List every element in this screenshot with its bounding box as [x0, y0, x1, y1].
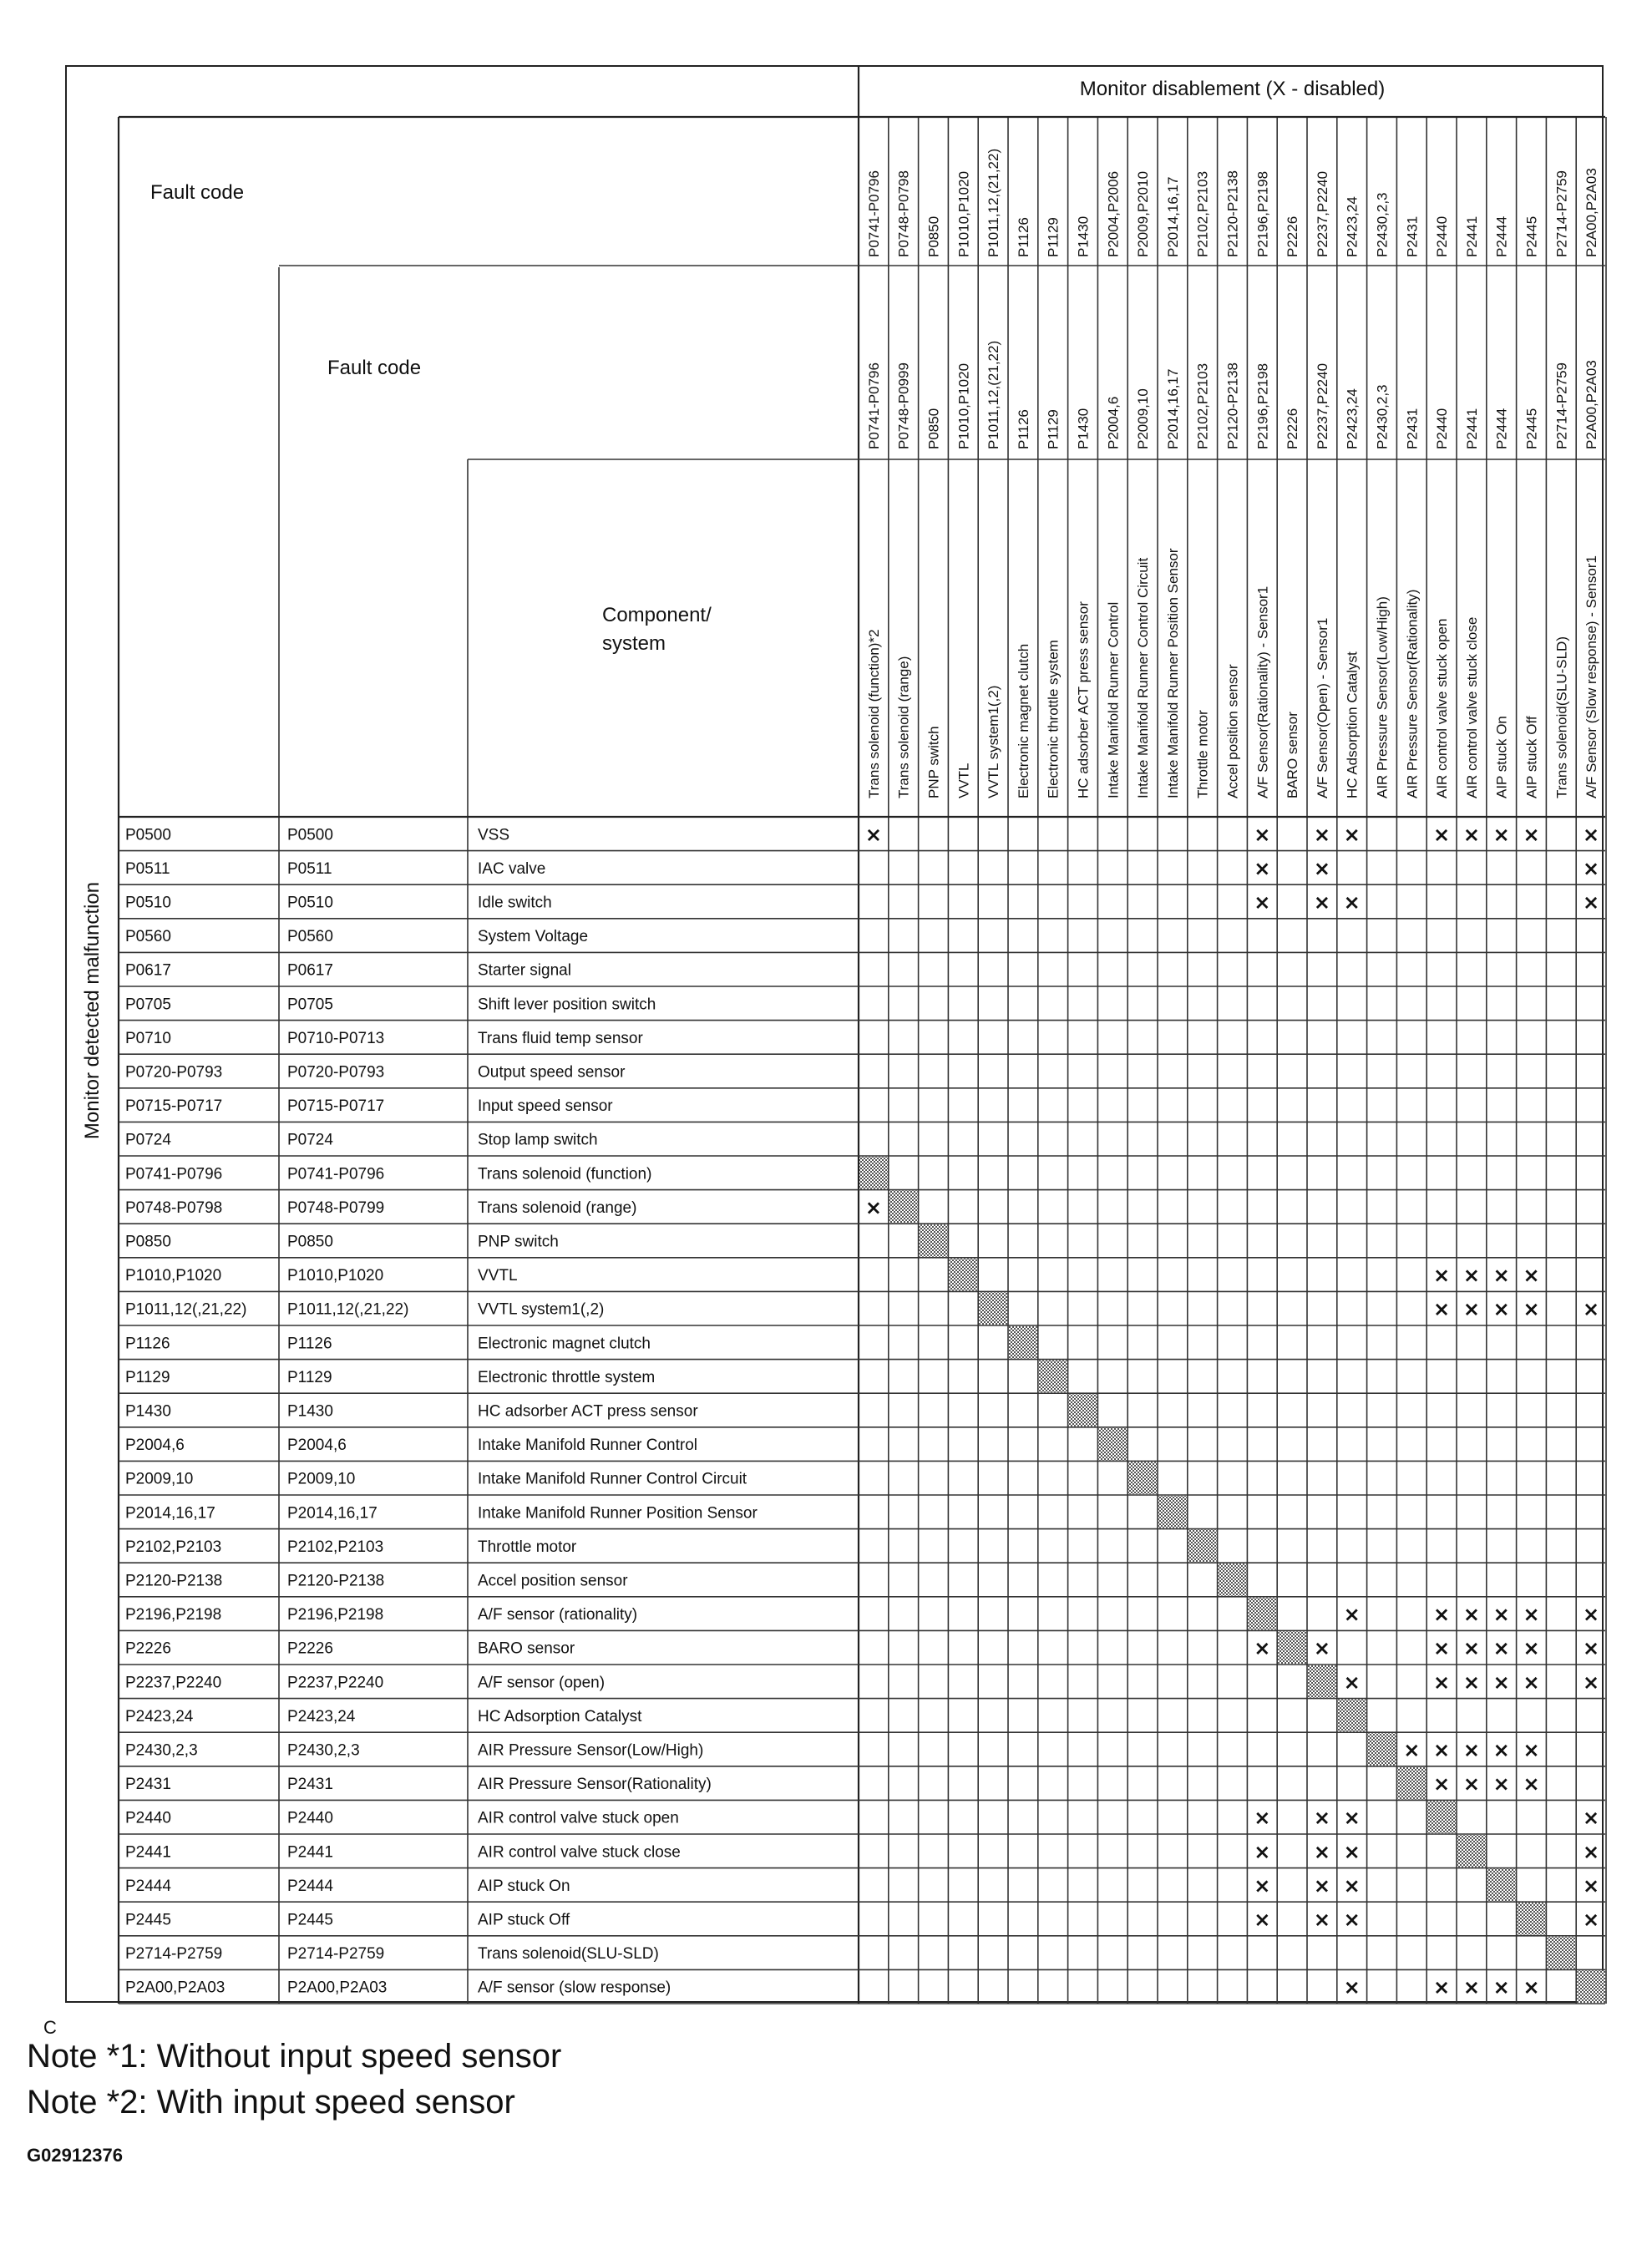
- self-cell-shade: [1098, 1428, 1127, 1461]
- disabled-x-mark: ×: [1313, 1873, 1330, 1898]
- disabled-x-mark: ×: [1254, 1636, 1271, 1660]
- disabled-x-mark: ×: [1313, 1806, 1330, 1830]
- row-code1: P2430,2,3: [125, 1741, 198, 1760]
- row-code1: P0720-P0793: [125, 1063, 223, 1082]
- row-system: Input speed sensor: [478, 1097, 613, 1116]
- row-code1: P0500: [125, 826, 171, 844]
- row-code2: P0724: [287, 1131, 333, 1149]
- disabled-x-mark: ×: [1433, 1738, 1451, 1762]
- row-code1: P0715-P0717: [125, 1097, 223, 1116]
- column-code1: P1010,P1020: [955, 170, 972, 257]
- row-code2: P1430: [287, 1402, 333, 1421]
- column-system: AIP stuck Off: [1523, 716, 1540, 798]
- disabled-x-mark: ×: [1462, 1297, 1480, 1321]
- column-system: Throttle motor: [1194, 710, 1211, 798]
- column-code1: P2714-P2759: [1553, 170, 1570, 257]
- disabled-x-mark: ×: [1462, 823, 1480, 847]
- column-system: AIR control valve stuck close: [1463, 616, 1480, 798]
- disabled-x-mark: ×: [1313, 1840, 1330, 1864]
- row-code1: P2444: [125, 1877, 171, 1895]
- row-system: Throttle motor: [478, 1538, 577, 1556]
- self-cell-shade: [1577, 1970, 1605, 2003]
- row-system: A/F sensor (open): [478, 1674, 606, 1692]
- row-system: PNP switch: [478, 1233, 559, 1251]
- self-cell-shade: [1397, 1767, 1426, 1800]
- row-code2: P0715-P0717: [287, 1097, 385, 1116]
- disabled-x-mark: ×: [864, 823, 882, 847]
- disabled-x-mark: ×: [1492, 1603, 1510, 1627]
- disabled-x-mark: ×: [1583, 856, 1600, 880]
- self-cell-shade: [1338, 1700, 1366, 1732]
- column-code1: P2009,P2010: [1135, 170, 1152, 257]
- row-code2: P2009,10: [287, 1470, 356, 1488]
- row-code1: P2226: [125, 1639, 171, 1658]
- column-system: AIR Pressure Sensor(Low/High): [1374, 596, 1391, 798]
- disabled-x-mark: ×: [1313, 1636, 1330, 1660]
- row-system: AIR Pressure Sensor(Low/High): [478, 1741, 704, 1760]
- row-code2: P2444: [287, 1877, 333, 1895]
- column-system: Intake Manifold Runner Control: [1105, 601, 1122, 798]
- column-system: A/F Sensor(Open) - Sensor1: [1314, 617, 1330, 798]
- row-code2: P2445: [287, 1911, 333, 1929]
- disabled-x-mark: ×: [1583, 1670, 1600, 1695]
- column-code1: P1126: [1015, 217, 1031, 257]
- column-code2: P2440: [1434, 408, 1451, 449]
- disabled-x-mark: ×: [1254, 1840, 1271, 1864]
- diagram-letter: C: [43, 2017, 57, 2038]
- row-system: AIR Pressure Sensor(Rationality): [478, 1776, 712, 1794]
- disabled-x-mark: ×: [1254, 890, 1271, 915]
- self-cell-shade: [1518, 1903, 1546, 1935]
- row-system: AIR control valve stuck close: [478, 1843, 681, 1862]
- column-system: Electronic throttle system: [1045, 640, 1062, 798]
- row-system: AIP stuck Off: [478, 1911, 570, 1929]
- column-code1: P2196,P2198: [1254, 170, 1271, 257]
- row-code1: P0741-P0796: [125, 1165, 223, 1183]
- disabled-x-mark: ×: [1343, 1806, 1361, 1830]
- column-system: Trans solenoid (range): [895, 656, 912, 798]
- row-system: Trans fluid temp sensor: [478, 1029, 643, 1047]
- row-system: A/F sensor (slow response): [478, 1979, 671, 1997]
- column-code2: P2444: [1493, 408, 1510, 449]
- disabled-x-mark: ×: [1523, 1264, 1540, 1288]
- fault-code-header-2: Fault code: [327, 357, 422, 379]
- disabled-x-mark: ×: [1523, 1603, 1540, 1627]
- self-cell-shade: [920, 1224, 948, 1257]
- column-system: Electronic magnet clutch: [1015, 643, 1031, 798]
- disabled-x-mark: ×: [1583, 1873, 1600, 1898]
- column-code2: P2009,10: [1135, 388, 1152, 449]
- row-code2: P0748-P0799: [287, 1198, 385, 1217]
- disabled-x-mark: ×: [1433, 823, 1451, 847]
- disabled-x-mark: ×: [1492, 1772, 1510, 1796]
- self-cell-shade: [1069, 1394, 1097, 1427]
- column-code1: P2A00,P2A03: [1584, 168, 1600, 257]
- row-code2: P0850: [287, 1233, 333, 1251]
- column-system: AIR Pressure Sensor(Rationality): [1404, 589, 1421, 798]
- row-code1: P2441: [125, 1843, 171, 1862]
- row-code2: P2226: [287, 1639, 333, 1658]
- column-system: Intake Manifold Runner Position Sensor: [1164, 548, 1181, 798]
- disabled-x-mark: ×: [1462, 1670, 1480, 1695]
- row-code2: P1129: [287, 1368, 332, 1386]
- row-system: VVTL system1(,2): [478, 1300, 605, 1319]
- row-code2: P2441: [287, 1843, 333, 1862]
- row-code2: P0720-P0793: [287, 1063, 385, 1082]
- self-cell-shade: [1457, 1835, 1486, 1867]
- row-code2: P2440: [287, 1809, 333, 1827]
- disabled-x-mark: ×: [1492, 1297, 1510, 1321]
- disabled-x-mark: ×: [1583, 1908, 1600, 1932]
- row-system: Trans solenoid (range): [478, 1198, 637, 1217]
- disabled-x-mark: ×: [1583, 1297, 1600, 1321]
- column-code2: P0741-P0796: [865, 362, 882, 449]
- column-system: Intake Manifold Runner Control Circuit: [1135, 557, 1152, 798]
- figure-id: G02912376: [27, 2145, 123, 2166]
- disabled-x-mark: ×: [1583, 1840, 1600, 1864]
- disabled-x-mark: ×: [1433, 1772, 1451, 1796]
- column-system: VVTL: [955, 763, 972, 798]
- row-code1: P0560: [125, 928, 171, 946]
- column-code2: P2196,P2198: [1254, 362, 1271, 449]
- row-code1: P0724: [125, 1131, 171, 1149]
- column-code1: P2237,P2240: [1314, 170, 1330, 257]
- disabled-x-mark: ×: [1523, 1297, 1540, 1321]
- column-code2: P2120-P2138: [1224, 362, 1241, 449]
- disabled-x-mark: ×: [1583, 1636, 1600, 1660]
- self-cell-shade: [1547, 1937, 1575, 1969]
- self-cell-shade: [1487, 1869, 1516, 1902]
- row-system: Accel position sensor: [478, 1572, 628, 1590]
- disabled-x-mark: ×: [1492, 1738, 1510, 1762]
- row-code1: P1011,12(,21,22): [125, 1300, 247, 1319]
- row-system: AIP stuck On: [478, 1877, 570, 1895]
- self-cell-shade: [859, 1157, 888, 1189]
- disabled-x-mark: ×: [1433, 1297, 1451, 1321]
- disabled-x-mark: ×: [864, 1195, 882, 1219]
- row-system: AIR control valve stuck open: [478, 1809, 679, 1827]
- column-code1: P2226: [1285, 215, 1301, 257]
- disabled-x-mark: ×: [1254, 1873, 1271, 1898]
- table-grid: [67, 67, 1605, 2004]
- column-code2: P2431: [1404, 408, 1421, 449]
- column-code2: P2441: [1463, 408, 1480, 449]
- column-system: AIR control valve stuck open: [1434, 618, 1451, 798]
- disabled-x-mark: ×: [1433, 1670, 1451, 1695]
- column-code1: P2431: [1404, 215, 1421, 257]
- row-system: Intake Manifold Runner Position Sensor: [478, 1504, 758, 1523]
- column-system: VVTL system1(,2): [986, 685, 1002, 798]
- row-code1: P2120-P2138: [125, 1572, 223, 1590]
- disabled-x-mark: ×: [1433, 1975, 1451, 1999]
- disabled-x-mark: ×: [1523, 1670, 1540, 1695]
- column-code1: P2120-P2138: [1224, 170, 1241, 257]
- column-system: A/F Sensor (Slow response) - Sensor1: [1584, 555, 1600, 798]
- self-cell-shade: [1219, 1563, 1247, 1596]
- row-system: HC adsorber ACT press sensor: [478, 1402, 698, 1421]
- column-code1: P2444: [1493, 215, 1510, 257]
- column-code2: P2004,6: [1105, 396, 1122, 449]
- row-code1: P2714-P2759: [125, 1945, 223, 1964]
- disabled-x-mark: ×: [1343, 1670, 1361, 1695]
- column-code1: P1430: [1075, 215, 1092, 257]
- disabled-x-mark: ×: [1313, 890, 1330, 915]
- disabled-x-mark: ×: [1523, 1772, 1540, 1796]
- row-system: Idle switch: [478, 894, 552, 912]
- disabled-x-mark: ×: [1254, 1806, 1271, 1830]
- column-code2: P1010,P1020: [955, 362, 972, 449]
- column-code2: P2226: [1285, 408, 1301, 449]
- disabled-x-mark: ×: [1343, 1603, 1361, 1627]
- disabled-x-mark: ×: [1523, 823, 1540, 847]
- row-code1: P2102,P2103: [125, 1538, 222, 1556]
- column-system: HC adsorber ACT press sensor: [1075, 601, 1092, 798]
- disabled-x-mark: ×: [1523, 1636, 1540, 1660]
- row-code1: P0705: [125, 996, 171, 1014]
- self-cell-shade: [949, 1259, 977, 1291]
- row-code2: P0710-P0713: [287, 1029, 385, 1047]
- self-cell-shade: [1427, 1801, 1456, 1833]
- column-code1: P2440: [1434, 215, 1451, 257]
- disabled-x-mark: ×: [1433, 1264, 1451, 1288]
- column-code2: P2237,P2240: [1314, 362, 1330, 449]
- disabled-x-mark: ×: [1343, 1873, 1361, 1898]
- row-code1: P0850: [125, 1233, 171, 1251]
- row-system: System Voltage: [478, 928, 589, 946]
- note-2: Note *2: With input speed sensor: [27, 2084, 515, 2121]
- disabled-x-mark: ×: [1492, 1670, 1510, 1695]
- column-code2: P2714-P2759: [1553, 362, 1570, 449]
- row-system: IAC valve: [478, 859, 546, 878]
- row-system: VSS: [478, 826, 510, 844]
- self-cell-shade: [1248, 1598, 1276, 1630]
- column-code2: P2445: [1523, 408, 1540, 449]
- column-system: BARO sensor: [1285, 712, 1301, 798]
- row-code1: P2431: [125, 1776, 171, 1794]
- disabled-x-mark: ×: [1313, 1908, 1330, 1932]
- self-cell-shade: [1278, 1631, 1306, 1664]
- column-code1: P0748-P0798: [895, 170, 912, 257]
- self-cell-shade: [1158, 1496, 1187, 1528]
- disabled-x-mark: ×: [1583, 823, 1600, 847]
- column-code2: P1430: [1075, 408, 1092, 449]
- disabled-x-mark: ×: [1462, 1772, 1480, 1796]
- disabled-x-mark: ×: [1523, 1975, 1540, 1999]
- monitor-disablement-table: [65, 65, 1604, 2003]
- row-code1: P1430: [125, 1402, 171, 1421]
- row-code2: P2423,24: [287, 1707, 356, 1726]
- disabled-x-mark: ×: [1462, 1603, 1480, 1627]
- disabled-x-mark: ×: [1343, 823, 1361, 847]
- disabled-x-mark: ×: [1313, 823, 1330, 847]
- disabled-x-mark: ×: [1403, 1738, 1421, 1762]
- self-cell-shade: [979, 1292, 1007, 1325]
- column-code1: P1011,12,(21,22): [986, 148, 1002, 257]
- component-system-header-2: system: [602, 632, 666, 655]
- column-code1: P2014,16,17: [1164, 176, 1181, 257]
- row-code1: P2196,P2198: [125, 1606, 222, 1624]
- note-1: Note *1: Without input speed sensor: [27, 2038, 562, 2075]
- row-code1: P1010,P1020: [125, 1267, 222, 1285]
- column-code1: P0741-P0796: [865, 170, 882, 257]
- self-cell-shade: [1368, 1733, 1396, 1766]
- disabled-x-mark: ×: [1492, 1636, 1510, 1660]
- disabled-x-mark: ×: [1254, 823, 1271, 847]
- fault-code-header-1: Fault code: [150, 181, 245, 204]
- disabled-x-mark: ×: [1254, 856, 1271, 880]
- row-system: Starter signal: [478, 961, 571, 980]
- column-code2: P0748-P0999: [895, 362, 912, 449]
- disabled-x-mark: ×: [1492, 1975, 1510, 1999]
- row-system: Intake Manifold Runner Control: [478, 1437, 697, 1455]
- column-system: Trans solenoid(SLU-SLD): [1553, 636, 1570, 798]
- column-code1: P2004,P2006: [1105, 170, 1122, 257]
- self-cell-shade: [889, 1191, 918, 1224]
- column-code1: P2441: [1463, 215, 1480, 257]
- row-code2: P2430,2,3: [287, 1741, 360, 1760]
- disabled-x-mark: ×: [1462, 1264, 1480, 1288]
- disabled-x-mark: ×: [1583, 1603, 1600, 1627]
- column-code2: P2430,2,3: [1374, 384, 1391, 449]
- disabled-x-mark: ×: [1462, 1975, 1480, 1999]
- row-code2: P2431: [287, 1776, 333, 1794]
- row-system: Output speed sensor: [478, 1063, 626, 1082]
- column-code2: P2423,24: [1344, 388, 1361, 449]
- row-code1: P1126: [125, 1335, 170, 1353]
- column-system: A/F Sensor(Rationality) - Sensor1: [1254, 585, 1271, 798]
- column-system: AIP stuck On: [1493, 716, 1510, 798]
- row-code2: P0500: [287, 826, 333, 844]
- disabled-x-mark: ×: [1433, 1603, 1451, 1627]
- disabled-x-mark: ×: [1523, 1738, 1540, 1762]
- row-code2: P1011,12(,21,22): [287, 1300, 409, 1319]
- disabled-x-mark: ×: [1462, 1636, 1480, 1660]
- self-cell-shade: [1188, 1530, 1217, 1563]
- row-code2: P0741-P0796: [287, 1165, 385, 1183]
- row-system: Intake Manifold Runner Control Circuit: [478, 1470, 747, 1488]
- column-system: HC Adsorption Catalyst: [1344, 651, 1361, 798]
- row-system: Electronic throttle system: [478, 1368, 656, 1386]
- disabled-x-mark: ×: [1313, 856, 1330, 880]
- row-code1: P2440: [125, 1809, 171, 1827]
- column-system: Trans solenoid (function)*2: [865, 629, 882, 798]
- row-code1: P0710: [125, 1029, 171, 1047]
- column-system: Accel position sensor: [1224, 664, 1241, 798]
- row-code2: P1126: [287, 1335, 332, 1353]
- row-code2: P2237,P2240: [287, 1674, 384, 1692]
- disabled-x-mark: ×: [1254, 1908, 1271, 1932]
- row-code2: P0510: [287, 894, 333, 912]
- row-code1: P0510: [125, 894, 171, 912]
- row-system: BARO sensor: [478, 1639, 575, 1658]
- column-code2: P2014,16,17: [1164, 368, 1181, 449]
- disabled-x-mark: ×: [1433, 1636, 1451, 1660]
- column-code2: P1129: [1045, 409, 1062, 449]
- row-code1: P2423,24: [125, 1707, 194, 1726]
- row-code2: P1010,P1020: [287, 1267, 384, 1285]
- table-title: Monitor disablement (X - disabled): [1079, 78, 1386, 100]
- row-code2: P2714-P2759: [287, 1945, 385, 1964]
- row-code2: P2196,P2198: [287, 1606, 384, 1624]
- column-code2: P2A00,P2A03: [1584, 360, 1600, 449]
- row-code1: P2004,6: [125, 1437, 185, 1455]
- row-system: HC Adsorption Catalyst: [478, 1707, 642, 1726]
- row-code2: P2120-P2138: [287, 1572, 385, 1590]
- row-system: Trans solenoid(SLU-SLD): [478, 1945, 659, 1964]
- row-code2: P2004,6: [287, 1437, 347, 1455]
- disabled-x-mark: ×: [1492, 1264, 1510, 1288]
- self-cell-shade: [1009, 1326, 1037, 1359]
- disabled-x-mark: ×: [1343, 1975, 1361, 1999]
- row-system: Shift lever position switch: [478, 996, 656, 1014]
- row-code1: P2237,P2240: [125, 1674, 222, 1692]
- self-cell-shade: [1128, 1462, 1157, 1494]
- row-system: A/F sensor (rationality): [478, 1606, 638, 1624]
- row-code2: P2102,P2103: [287, 1538, 384, 1556]
- row-system: Electronic magnet clutch: [478, 1335, 651, 1353]
- row-code1: P0511: [125, 859, 170, 878]
- column-code1: P1129: [1045, 217, 1062, 257]
- disabled-x-mark: ×: [1343, 890, 1361, 915]
- disabled-x-mark: ×: [1343, 1840, 1361, 1864]
- column-code1: P2445: [1523, 215, 1540, 257]
- row-code1: P0617: [125, 961, 171, 980]
- column-code2: P2102,P2103: [1194, 362, 1211, 449]
- row-code1: P2A00,P2A03: [125, 1979, 226, 1997]
- column-code1: P2430,2,3: [1374, 192, 1391, 257]
- row-code2: P2014,16,17: [287, 1504, 378, 1523]
- column-code1: P0850: [925, 215, 942, 257]
- row-system: Trans solenoid (function): [478, 1165, 652, 1183]
- row-system: Stop lamp switch: [478, 1131, 598, 1149]
- row-code2: P2A00,P2A03: [287, 1979, 388, 1997]
- self-cell-shade: [1308, 1665, 1336, 1698]
- column-code2: P1011,12,(21,22): [986, 340, 1002, 449]
- row-code2: P0511: [287, 859, 332, 878]
- component-system-header: Component/: [602, 604, 712, 626]
- row-code1: P0748-P0798: [125, 1198, 223, 1217]
- disabled-x-mark: ×: [1462, 1738, 1480, 1762]
- self-cell-shade: [1039, 1361, 1067, 1393]
- disabled-x-mark: ×: [1343, 1908, 1361, 1932]
- row-code1: P2014,16,17: [125, 1504, 215, 1523]
- disabled-x-mark: ×: [1492, 823, 1510, 847]
- column-code2: P1126: [1015, 409, 1031, 449]
- column-code1: P2423,24: [1344, 196, 1361, 257]
- side-label: Monitor detected malfunction: [81, 881, 104, 1140]
- row-code1: P1129: [125, 1368, 170, 1386]
- column-code2: P0850: [925, 408, 942, 449]
- disabled-x-mark: ×: [1583, 890, 1600, 915]
- column-code1: P2102,P2103: [1194, 170, 1211, 257]
- row-code1: P2445: [125, 1911, 171, 1929]
- row-system: VVTL: [478, 1267, 518, 1285]
- row-code1: P2009,10: [125, 1470, 194, 1488]
- disabled-x-mark: ×: [1583, 1806, 1600, 1830]
- row-code2: P0560: [287, 928, 333, 946]
- row-code2: P0617: [287, 961, 333, 980]
- row-code2: P0705: [287, 996, 333, 1014]
- column-system: PNP switch: [925, 726, 942, 798]
